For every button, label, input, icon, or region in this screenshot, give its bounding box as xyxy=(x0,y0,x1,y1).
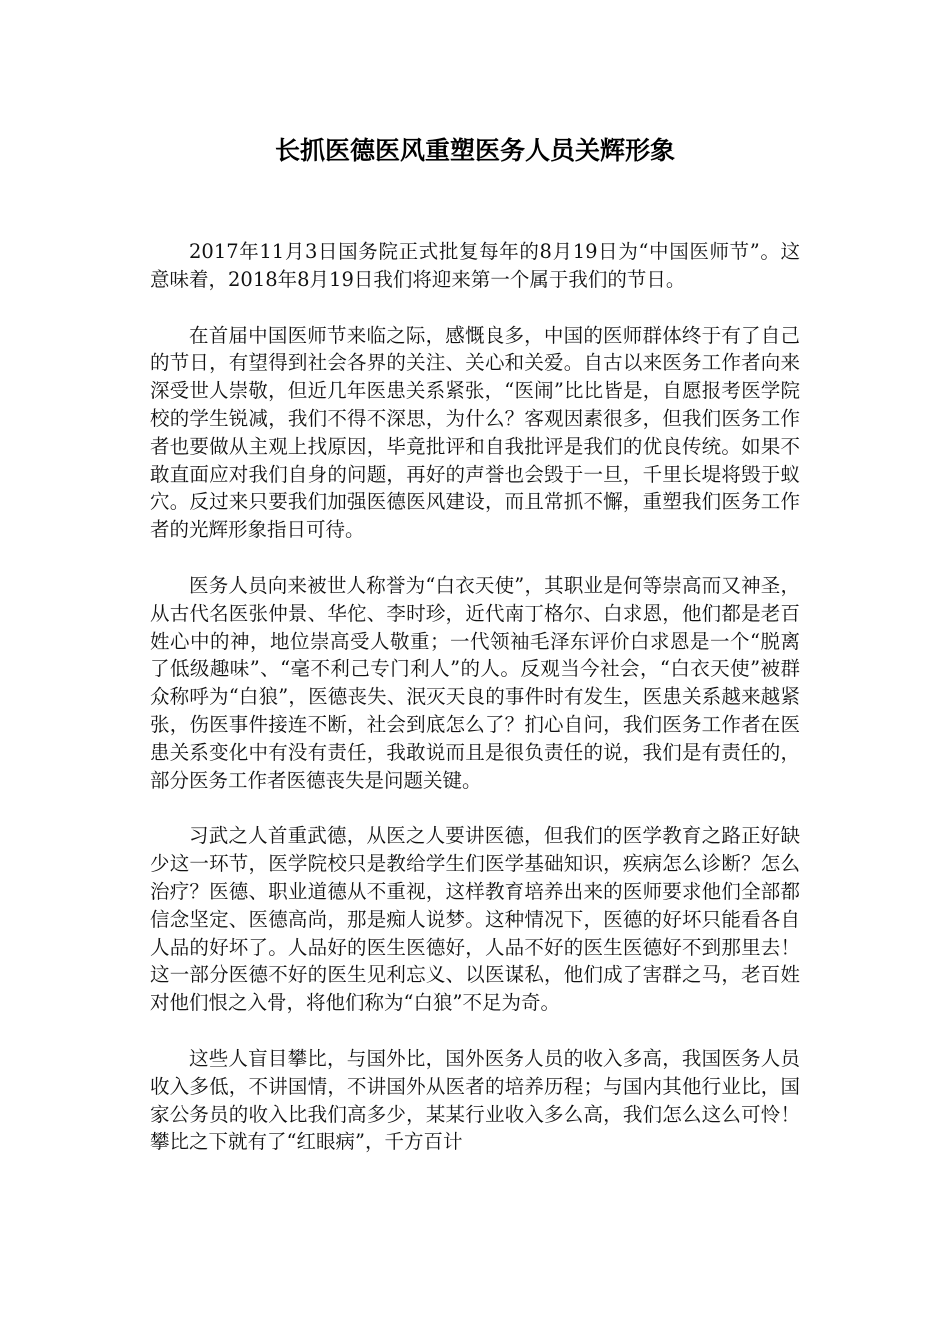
paragraph: 这些人盲目攀比，与国外比，国外医务人员的收入多高，我国医务人员收入多低，不讲国情，不讲国外从医者的培养历程；与国内其他行业比，国家公务员的收入比我们高多少，某某行业收入多么高，我们怎么这么可怜！攀比之下就有了“红眼病”，千方百计 xyxy=(150,1046,800,1154)
paragraph: 医务人员向来被世人称誉为“白衣天使”，其职业是何等崇高而又神圣，从古代名医张仲景、华佗、李时珍，近代南丁格尔、白求恩，他们都是老百姓心中的神，地位崇高受人敬重；一代领袖毛泽东评价白求恩是一个“脱离了低级趣味”、“毫不利己专门利人”的人。反观当今社会，“白衣天使”被群众称呼为“白狼”，医德丧失、泯灭天良的事件时有发生，医患关系越来越紧张，伤医事件接连不断，社会到底怎么了？扪心自问，我们医务工作者在医患关系变化中有没有责任，我敢说而且是很负责任的说，我们是有责任的，部分医务工作者医德丧失是问题关键。 xyxy=(150,573,800,792)
document-body xyxy=(150,238,800,1184)
paragraph: 2017年11月3日国务院正式批复每年的8月19日为“中国医师节”。这意味着，2018年8月19日我们将迎来第一个属于我们的节日。 xyxy=(150,240,800,291)
paragraph: 习武之人首重武德，从医之人要讲医德，但我们的医学教育之路正好缺少这一环节，医学院校只是教给学生们医学基础知识，疾病怎么诊断？怎么治疗？医德、职业道德从不重视，这样教育培养出来的医师要求他们全部都信念坚定、医德高尚，那是痴人说梦。这种情况下，医德的好坏只能看各自人品的好坏了。人品好的医生医德好，人品不好的医生医德好不到那里去！这一部分医德不好的医生见利忘义、以医谋私，他们成了害群之马，老百姓对他们恨之入骨，将他们称为“白狼”不足为奇。 xyxy=(150,824,800,1015)
document-title: 长抓医德医风重塑医务人员关辉形象 xyxy=(274,136,675,165)
paragraph: 在首届中国医师节来临之际，感慨良多，中国的医师群体终于有了自己的节日，有望得到社会各界的关注、关心和关爱。自古以来医务工作者向来深受世人崇敬，但近几年医患关系紧张，“医闹”比比皆是，自愿报考医学院校的学生锐减，我们不得不深思，为什么？客观因素很多，但我们医务工作者也要做从主观上找原因，毕竟批评和自我批评是我们的优良传统。如果不敢直面应对我们自身的问题，再好的声誉也会毁于一旦，千里长堤将毁于蚁穴。反过来只要我们加强医德医风建设，而且常抓不懈，重塑我们医务工作者的光辉形象指日可待。 xyxy=(150,323,800,542)
